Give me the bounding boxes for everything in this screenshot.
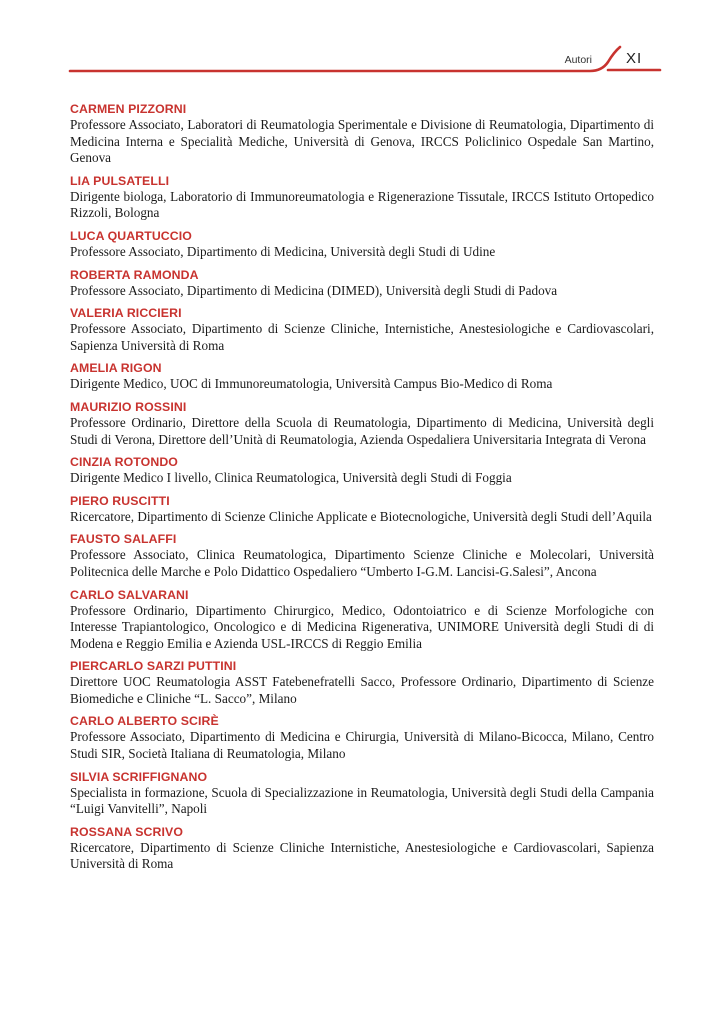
author-affiliation: Professore Associato, Dipartimento di Medicina, Università degli Studi di Udine — [70, 243, 496, 259]
author-name: CARLO SALVARANI — [70, 587, 189, 602]
author-name: LIA PULSATELLI — [70, 173, 170, 188]
author-entry — [70, 454, 654, 487]
author-entry — [70, 713, 654, 762]
author-affiliation: Professore Associato, Dipartimento di Medicina e Chirurgia, Università di Milano-Bicocca, Milano, Centro Studi SIR, Società Italiana di Reumatologia, Milano — [70, 729, 654, 762]
author-name: SILVIA SCRIFFIGNANO — [70, 769, 208, 784]
author-list — [70, 101, 654, 879]
author-entry — [70, 360, 654, 393]
author-affiliation: Professore Associato, Clinica Reumatologica, Dipartimento Scienze Cliniche e Molecolari, Università Politecnica delle Marche e Polo Didattico Ospedaliero “Umberto I-G.M. Lancisi-G.Salesi”, Ancona — [70, 547, 654, 579]
author-entry — [70, 769, 654, 818]
page-header — [0, 0, 723, 80]
author-entry — [70, 228, 654, 261]
author-affiliation: Professore Associato, Laboratori di Reumatologia Sperimentale e Divisione di Reumatologia, Dipartimento di Medicina Interna e Specialità Mediche, Università di Genova, IRCCS Policlinico Ospedale San Martino, Genova — [70, 117, 654, 166]
author-name: CARLO ALBERTO SCIRÈ — [70, 714, 219, 729]
author-affiliation: Professore Ordinario, Direttore della Scuola di Reumatologia, Dipartimento di Medicina, Università degli Studi di Verona, Direttore dell’Unità di Reumatologia, Azienda Ospedaliera Universitaria Integrata di Verona — [70, 414, 654, 447]
author-affiliation: Professore Associato, Dipartimento di Scienze Cliniche, Internistiche, Anestesiologiche e Cardiovascolari, Sapienza Università di Roma — [70, 321, 654, 353]
author-entry — [70, 267, 654, 300]
author-entry — [70, 305, 654, 354]
author-affiliation: Dirigente biologa, Laboratorio di Immunoreumatologia e Rigenerazione Tissutale, IRCCS Istituto Ortopedico Rizzoli, Bologna — [70, 188, 654, 221]
author-name: MAURIZIO ROSSINI — [70, 399, 187, 414]
author-entry — [70, 531, 654, 580]
author-affiliation: Ricercatore, Dipartimento di Scienze Cliniche Applicate e Biotecnologiche, Università degli Studi dell’Aquila — [70, 508, 652, 524]
author-name: FAUSTO SALAFFI — [70, 532, 177, 547]
author-name: CARMEN PIZZORNI — [70, 102, 187, 116]
author-affiliation: Direttore UOC Reumatologia ASST Fatebenefratelli Sacco, Professore Ordinario, Dipartimento di Scienze Biomediche e Cliniche “L. Sacco”, Milano — [70, 674, 654, 706]
author-name: PIERO RUSCITTI — [70, 493, 170, 508]
author-affiliation: Dirigente Medico, UOC di Immunoreumatologia, Università Campus Bio-Medico di Roma — [70, 376, 553, 392]
author-name: ROSSANA SCRIVO — [70, 824, 183, 839]
author-affiliation: Professore Associato, Dipartimento di Medicina (DIMED), Università degli Studi di Padova — [70, 282, 558, 298]
header-rule-swoosh — [0, 0, 723, 80]
author-name: ROBERTA RAMONDA — [70, 267, 199, 282]
author-affiliation: Specialista in formazione, Scuola di Specializzazione in Reumatologia, Università degli Studi della Campania “Luigi Vanvitelli”, Napoli — [70, 784, 654, 817]
author-name: PIERCARLO SARZI PUTTINI — [70, 659, 237, 674]
author-entry — [70, 658, 654, 707]
page-number: XI — [626, 50, 643, 67]
running-head-section: Autori — [564, 54, 592, 66]
author-entry — [70, 101, 654, 167]
author-affiliation: Ricercatore, Dipartimento di Scienze Cliniche Internistiche, Anestesiologiche e Cardiovascolari, Sapienza Università di Roma — [70, 839, 654, 872]
author-entry — [70, 587, 654, 653]
author-name: LUCA QUARTUCCIO — [70, 228, 192, 243]
author-affiliation: Professore Ordinario, Dipartimento Chirurgico, Medico, Odontoiatrico e di Scienze Morfologiche con Interesse Trapiantologico, Oncologico e di Medicina Rigenerativa, UNIMORE Università degli Studi di di Modena e Reggio Emilia e Azienda USL-IRCCS di Reggio Emilia — [70, 602, 654, 651]
author-entry — [70, 493, 654, 526]
author-entry — [70, 824, 654, 873]
author-name: VALERIA RICCIERI — [70, 306, 182, 321]
author-entry — [70, 399, 654, 448]
author-name: AMELIA RIGON — [70, 361, 162, 376]
author-affiliation: Dirigente Medico I livello, Clinica Reumatologica, Università degli Studi di Foggia — [70, 470, 512, 486]
author-name: CINZIA ROTONDO — [70, 455, 178, 470]
author-entry — [70, 173, 654, 222]
